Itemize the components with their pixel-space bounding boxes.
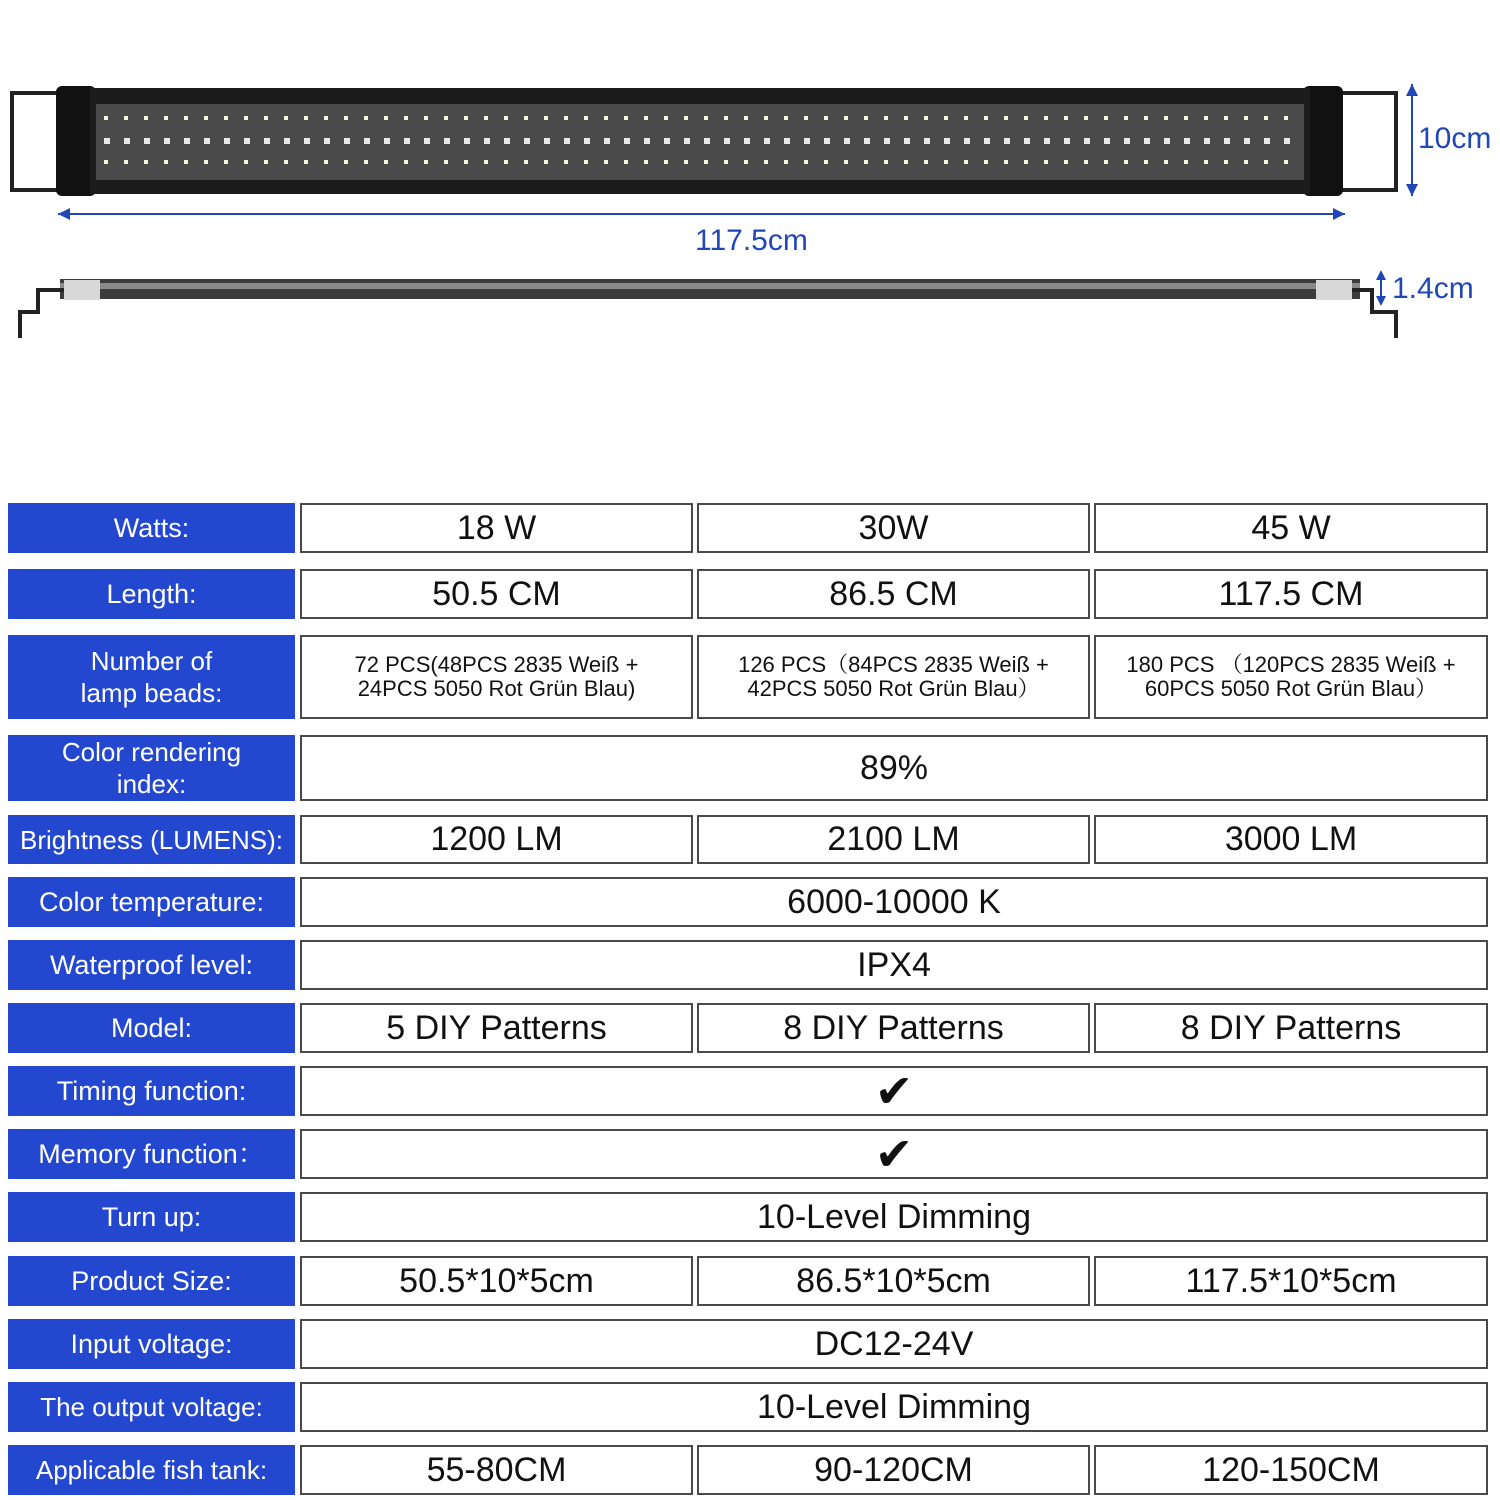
led-bead [164,160,168,164]
led-bead [644,160,648,164]
led-bead [884,116,888,120]
product-illustration [0,0,1500,360]
spec-value: 8 DIY Patterns [1094,1003,1488,1053]
height-dimension-label: 10cm [1418,122,1492,155]
led-bead [1264,160,1268,164]
led-bead [1164,160,1168,164]
led-bead [1284,160,1288,164]
led-bead [284,160,288,164]
spec-value-all: 6000-10000 K [300,877,1488,927]
led-bead [1024,116,1028,120]
led-bead [384,116,388,120]
led-bead [1144,160,1148,164]
spec-value-all: 10-Level Dimming [300,1192,1488,1242]
led-bead [524,160,528,164]
led-bead [844,138,850,144]
led-bead [684,160,688,164]
led-bead [1104,138,1110,144]
led-bead [1224,116,1228,120]
led-bead [944,116,948,120]
spec-label: Applicable fish tank: [8,1445,295,1495]
led-bead [1204,160,1208,164]
led-bead [644,116,648,120]
led-bead [924,160,928,164]
led-bead [1024,138,1030,144]
led-bead [544,116,548,120]
led-bead [824,116,828,120]
led-bead [1004,138,1010,144]
led-bead [684,138,690,144]
led-bead [444,138,450,144]
spec-value: 117.5 CM [1094,569,1488,619]
spec-value: 30W [697,503,1090,553]
led-bead [664,138,670,144]
led-bead [284,138,290,144]
spec-value: 86.5 CM [697,569,1090,619]
led-bead [964,160,968,164]
led-bead [1164,138,1170,144]
led-bead [1264,116,1268,120]
led-bead [864,160,868,164]
led-bead [164,116,168,120]
led-bead [1284,138,1290,144]
spec-label: Memory function： [8,1129,295,1179]
led-bead [624,138,630,144]
led-bead [804,160,808,164]
led-bead [944,160,948,164]
led-bead [764,138,770,144]
led-bead [604,138,610,144]
led-bead [1204,138,1210,144]
led-bead [304,138,310,144]
led-bead [1264,138,1270,144]
led-bead [1164,116,1168,120]
led-bead [204,138,210,144]
spec-value: 18 W [300,503,693,553]
led-bead [424,116,428,120]
spec-value: 126 PCS（84PCS 2835 Weiß + 42PCS 5050 Rot Grün Blau） [697,635,1090,719]
led-bead [124,138,130,144]
led-bead [564,160,568,164]
led-bead [124,116,128,120]
spec-label: Number of lamp beads: [8,635,295,719]
led-bead [1184,116,1188,120]
spec-value: 8 DIY Patterns [697,1003,1090,1053]
led-bead [484,138,490,144]
spec-value: 180 PCS （120PCS 2835 Weiß + 60PCS 5050 Rot Grün Blau） [1094,635,1488,719]
led-bead [1024,160,1028,164]
led-bead [384,160,388,164]
led-bead [304,160,308,164]
led-bead [204,116,208,120]
spec-label: The output voltage: [8,1382,295,1432]
led-bead [164,138,170,144]
led-bead [984,138,990,144]
spec-value-all: IPX4 [300,940,1488,990]
led-bead [1044,160,1048,164]
spec-value: 5 DIY Patterns [300,1003,693,1053]
led-bead [344,138,350,144]
spec-label: Waterproof level: [8,940,295,990]
led-bead [1204,116,1208,120]
led-bead [384,138,390,144]
led-bead [1244,116,1248,120]
led-bead [144,160,148,164]
led-bead [764,160,768,164]
spec-value: 72 PCS(48PCS 2835 Weiß + 24PCS 5050 Rot Grün Blau) [300,635,693,719]
led-bead [264,160,268,164]
led-bead [524,116,528,120]
led-bead [864,138,870,144]
led-bead [424,138,430,144]
led-bead [324,138,330,144]
led-bead [964,138,970,144]
led-bead [104,160,108,164]
led-bead [664,160,668,164]
led-bead [844,116,848,120]
led-bead [704,160,708,164]
led-bead [884,160,888,164]
led-bead [364,138,370,144]
led-bead [1144,116,1148,120]
led-bead [684,116,688,120]
led-bead [984,160,988,164]
led-bead [264,138,270,144]
led-bead [904,138,910,144]
led-bead [244,116,248,120]
led-bead [324,160,328,164]
led-bead [944,138,950,144]
spec-value: 120-150CM [1094,1445,1488,1495]
led-bead [744,138,750,144]
spec-label: Watts: [8,503,295,553]
led-bead [1004,116,1008,120]
led-bead [1064,116,1068,120]
led-bead [704,116,708,120]
led-bead [1104,160,1108,164]
led-bead [1184,138,1190,144]
led-bead [584,116,588,120]
led-bead [784,160,788,164]
led-bead [984,116,988,120]
led-bead [464,116,468,120]
led-bead [224,138,230,144]
led-bead [444,160,448,164]
spec-value-all [300,1066,1488,1116]
led-bead [344,160,348,164]
led-bead [224,160,228,164]
led-bead [1244,138,1250,144]
led-bead [124,160,128,164]
spec-label: Model: [8,1003,295,1053]
led-bead [804,138,810,144]
spec-value-all [300,1129,1488,1179]
led-bead [644,138,650,144]
led-bead [224,116,228,120]
led-bead [1184,160,1188,164]
width-dimension-label: 117.5cm [695,224,808,257]
led-bead [584,138,590,144]
led-bead [924,138,930,144]
led-bead [464,160,468,164]
spec-value: 50.5 CM [300,569,693,619]
led-bead [1104,116,1108,120]
led-bead [784,138,790,144]
led-bead [244,138,250,144]
led-bead [244,160,248,164]
led-bead [664,116,668,120]
led-bead [364,116,368,120]
led-bead [1064,160,1068,164]
spec-value: 55-80CM [300,1445,693,1495]
led-bead [1144,138,1150,144]
led-bead [624,116,628,120]
led-bead [824,160,828,164]
led-bead [544,160,548,164]
led-bead [1084,116,1088,120]
checkmark-icon: ✔ [874,1065,914,1117]
led-bead [144,116,148,120]
led-bead [404,138,410,144]
spec-label: Color rendering index: [8,735,295,801]
led-bead [404,116,408,120]
led-bead [604,160,608,164]
led-bead [864,116,868,120]
led-bead [284,116,288,120]
led-bead [704,138,710,144]
spec-label: Input voltage: [8,1319,295,1369]
led-bead [924,116,928,120]
led-bead [604,116,608,120]
led-bead [404,160,408,164]
led-bead [884,138,890,144]
led-bead [1124,116,1128,120]
spec-value: 2100 LM [697,815,1090,864]
spec-label: Length: [8,569,295,619]
spec-label: Brightness (LUMENS): [8,815,295,864]
led-bead [184,138,190,144]
led-light-bar-drawing [0,0,1500,360]
led-bead [584,160,588,164]
led-bead [104,116,108,120]
spec-value: 1200 LM [300,815,693,864]
led-bead [1124,138,1130,144]
led-bead [184,116,188,120]
spec-value-all: DC12-24V [300,1319,1488,1369]
led-bead [724,138,730,144]
thickness-dimension-label: 1.4cm [1392,272,1474,305]
led-bead [504,138,510,144]
led-bead [564,116,568,120]
spec-label: Product Size: [8,1256,295,1306]
spec-value: 90-120CM [697,1445,1090,1495]
led-bead [204,160,208,164]
led-bead [144,138,150,144]
led-bead [264,116,268,120]
led-bead [824,138,830,144]
led-bead [1224,160,1228,164]
led-bead [1064,138,1070,144]
led-bead [184,160,188,164]
spec-value: 117.5*10*5cm [1094,1256,1488,1306]
led-bead [464,138,470,144]
led-bead [564,138,570,144]
spec-value: 86.5*10*5cm [697,1256,1090,1306]
led-bead [544,138,550,144]
led-bead [1244,160,1248,164]
led-bead [744,160,748,164]
spec-label: Turn up: [8,1192,295,1242]
led-bead [524,138,530,144]
led-bead [764,116,768,120]
led-bead [484,160,488,164]
led-bead [624,160,628,164]
spec-value: 45 W [1094,503,1488,553]
led-bead [724,160,728,164]
led-bead [504,160,508,164]
led-bead [724,116,728,120]
spec-label: Color temperature: [8,877,295,927]
spec-value-all: 89% [300,735,1488,801]
led-bead [424,160,428,164]
led-bead [504,116,508,120]
led-bead [964,116,968,120]
spec-value-all: 10-Level Dimming [300,1382,1488,1432]
led-bead [904,160,908,164]
led-bead [324,116,328,120]
spec-value: 3000 LM [1094,815,1488,864]
led-bead [904,116,908,120]
led-bead [444,116,448,120]
spec-value: 50.5*10*5cm [300,1256,693,1306]
led-bead [784,116,788,120]
led-bead [1124,160,1128,164]
led-bead [744,116,748,120]
led-bead [1084,138,1090,144]
checkmark-icon: ✔ [874,1128,914,1180]
led-bead [364,160,368,164]
led-bead [1084,160,1088,164]
led-bead [1044,138,1050,144]
led-bead [1224,138,1230,144]
led-bead [804,116,808,120]
led-bead [104,138,110,144]
led-bead [484,116,488,120]
led-bead [304,116,308,120]
led-bead [1004,160,1008,164]
led-bead [844,160,848,164]
led-bead [344,116,348,120]
spec-label: Timing function: [8,1066,295,1116]
led-bead [1284,116,1288,120]
led-bead [1044,116,1048,120]
